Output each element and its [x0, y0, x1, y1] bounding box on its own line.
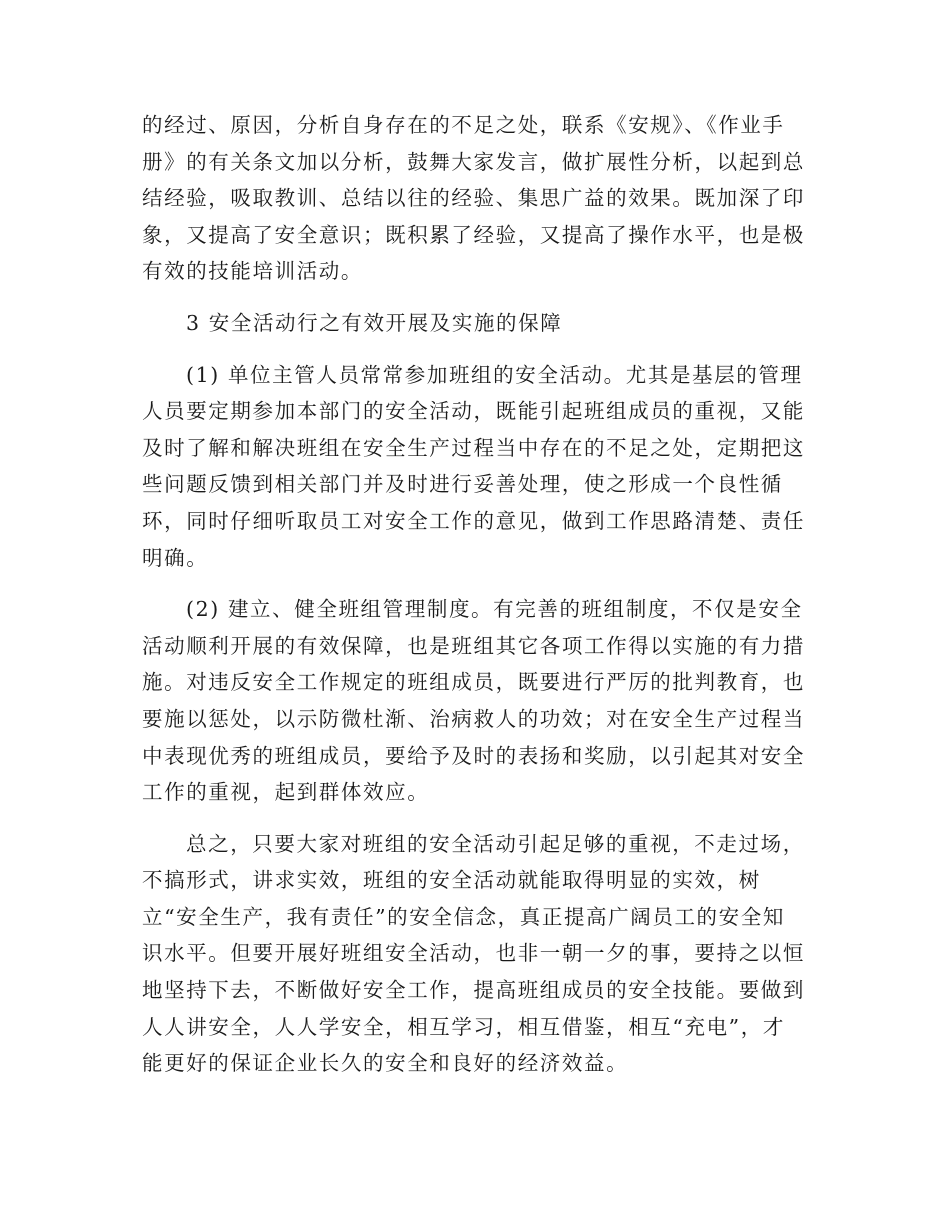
text-line: 册》的有关条文加以分析，鼓舞大家发言，做扩展性分析，以起到总: [142, 149, 805, 174]
section-heading: [142, 305, 798, 342]
paragraph-gap: [142, 811, 798, 826]
text-line: 些问题反馈到相关部门并及时进行妥善处理，使之形成一个良性循: [142, 472, 783, 497]
text-line: 地坚持下去，不断做好安全工作，提高班组成员的安全技能。要做到: [142, 978, 805, 1003]
paragraph-gap: [142, 576, 798, 591]
text-line: 活动顺利开展的有效保障，也是班组其它各项工作得以实施的有力措: [142, 633, 805, 658]
paragraph-item-1: [142, 357, 805, 577]
text-line: 立“安全生产，我有责任”的安全信念，真正提高广阔员工的安全知: [142, 904, 785, 929]
text-line: (1) 单位主管人员常常参加班组的安全活动。尤其是基层的管理: [186, 362, 803, 387]
text-line: 能更好的保证企业长久的安全和良好的经济效益。: [142, 1051, 629, 1076]
text-line: 施。对违反安全工作规定的班组成员，既要进行严厉的批判教育，也: [142, 670, 805, 695]
text-line: 中表现优秀的班组成员，要给予及时的表扬和奖励，以引起其对安全: [142, 743, 805, 768]
text-line: 人人讲安全，人人学安全，相互学习，相互借鉴，相互“充电”，才: [142, 1014, 785, 1039]
paragraph-item-2: [142, 591, 805, 811]
text-line: 及时了解和解决班组在安全生产过程当中存在的不足之处，定期把这: [142, 435, 805, 460]
text-line: 象，又提高了安全意识；既积累了经验，又提高了操作水平，也是极: [142, 222, 805, 247]
text-line: 人员要定期参加本部门的安全活动，既能引起班组成员的重视，又能: [142, 399, 805, 424]
text-line: 结经验，吸取教训、总结以往的经验、集思广益的效果。既加深了印: [142, 186, 805, 211]
text-line: (2) 建立、健全班组管理制度。有完善的班组制度，不仅是安全: [186, 597, 803, 622]
paragraph-summary: [142, 826, 805, 1082]
text-line: 明确。: [142, 545, 209, 570]
paragraph-continuation: [142, 107, 805, 290]
text-line: 环，同时仔细听取员工对安全工作的意见，做到工作思路清楚、责任: [142, 508, 805, 533]
text-line: 不搞形式，讲求实效，班组的安全活动就能取得明显的实效，树: [142, 868, 761, 893]
text-line: 有效的技能培训活动。: [142, 259, 363, 284]
paragraph-gap: [142, 342, 798, 357]
document-body: [142, 107, 805, 1082]
text-line: 识水平。但要开展好班组安全活动，也非一朝一夕的事，要持之以恒: [142, 941, 805, 966]
paragraph-gap: [142, 290, 798, 305]
text-line: 要施以惩处，以示防微杜渐、治病救人的功效；对在安全生产过程当: [142, 706, 805, 731]
text-line: 总之，只要大家对班组的安全活动引起足够的重视，不走过场，: [186, 831, 805, 856]
text-line: 的经过、原因，分析自身存在的不足之处，联系《安规》、《作业手: [142, 113, 785, 137]
heading-line: 3 安全活动行之有效开展及实施的保障: [186, 310, 563, 335]
text-line: 工作的重视，起到群体效应。: [142, 780, 430, 805]
